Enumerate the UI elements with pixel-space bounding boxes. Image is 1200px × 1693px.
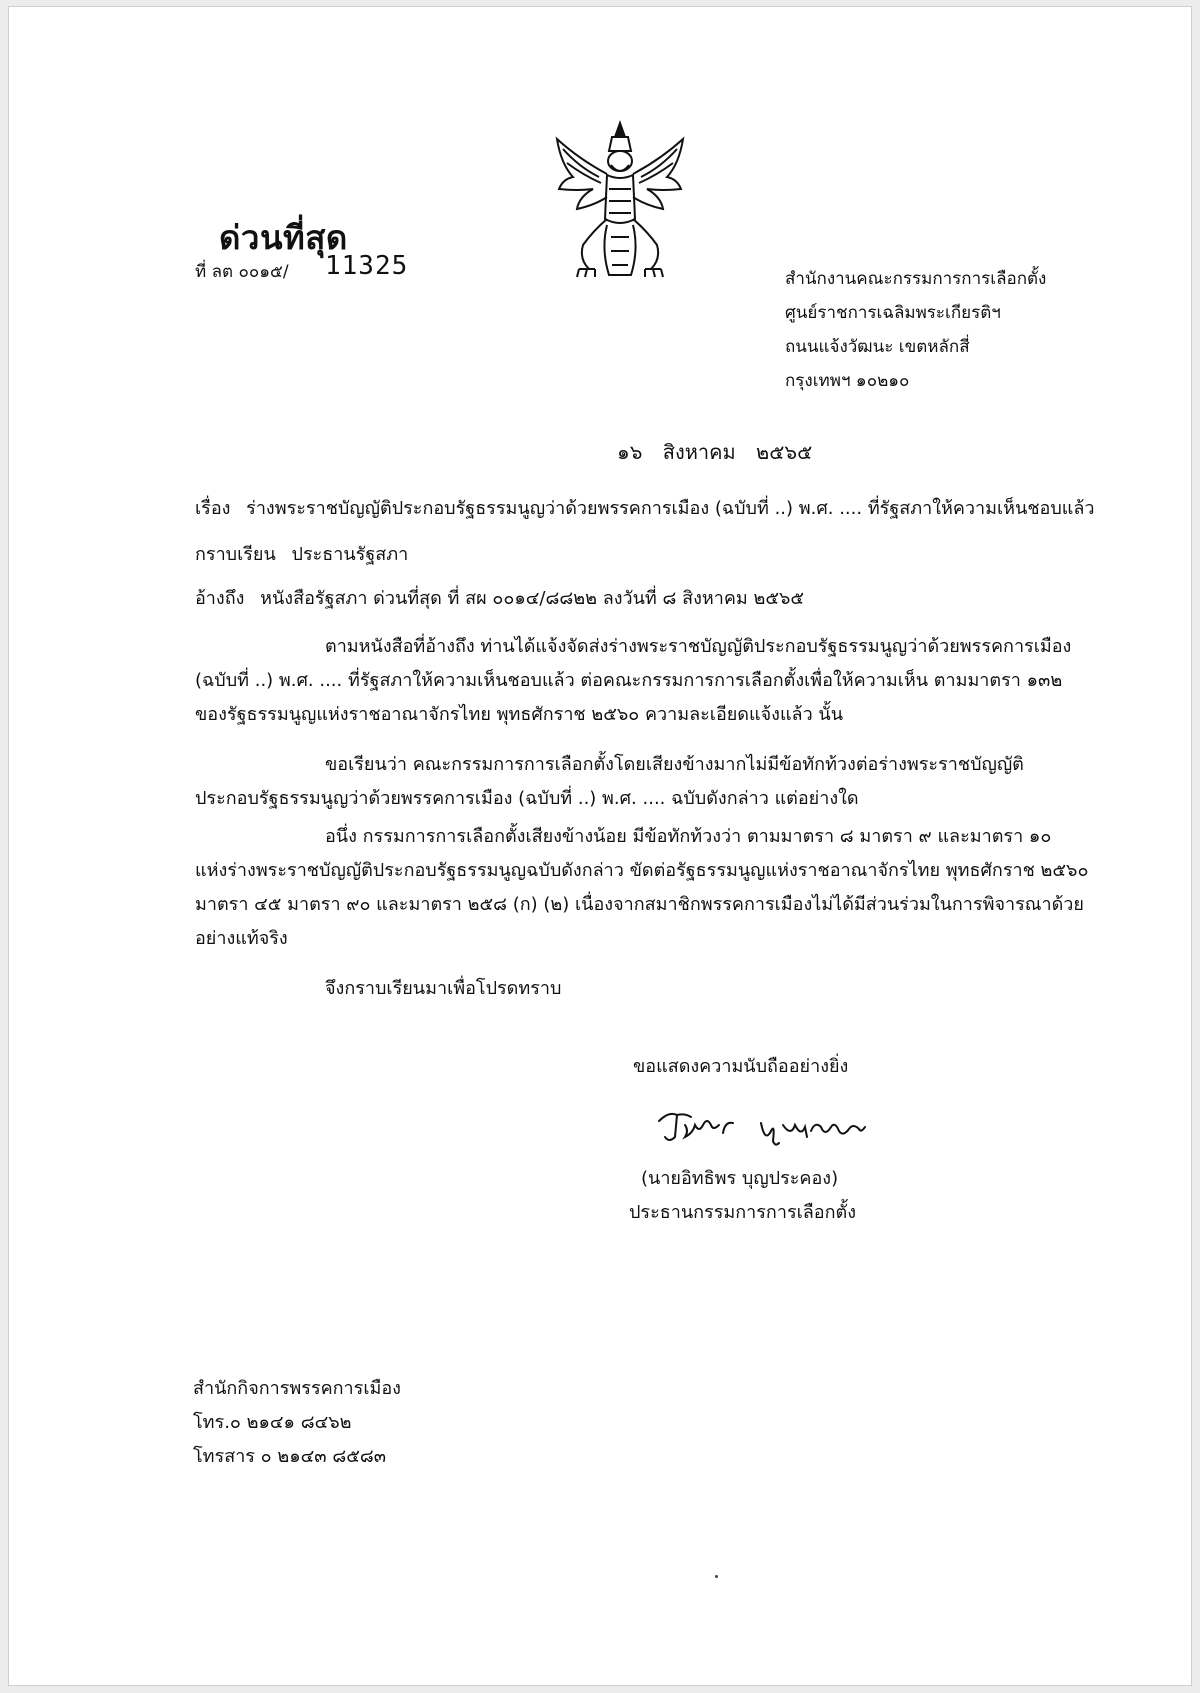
footer-fax: โทรสาร ๐ ๒๑๔๓ ๘๕๘๓: [193, 1446, 387, 1467]
reference-number: 11325: [325, 251, 409, 281]
recipient-line: [195, 539, 408, 568]
body-paragraph-2-line-2: ประกอบรัฐธรรมนูญว่าด้วยพรรคการเมือง (ฉบับที่ ..) พ.ศ. .... ฉบับดังกล่าว แต่อย่างใด: [195, 788, 859, 809]
signature-image-icon: [655, 1103, 871, 1151]
body-paragraph-3-line-2: แห่งร่างพระราชบัญญัติประกอบรัฐธรรมนูญฉบับดังกล่าว ขัดต่อรัฐธรรมนูญแห่งราชอาณาจักรไทย พุทธศักราช ๒๕๖๐: [195, 860, 1089, 881]
subject-text: ร่างพระราชบัญญัติประกอบรัฐธรรมนูญว่าด้วยพรรคการเมือง (ฉบับที่ ..) พ.ศ. .... ที่รัฐสภาให้ความเห็นชอบแล้ว: [246, 498, 1095, 519]
letter-page: [8, 6, 1192, 1686]
letter-date: ๑๖ สิงหาคม ๒๕๖๕: [617, 440, 813, 464]
body-paragraph-1-line-1: ตามหนังสือที่อ้างถึง ท่านได้แจ้งจัดส่งร่างพระราชบัญญัติประกอบรัฐธรรมนูญว่าด้วยพรรคการเมือง: [325, 636, 1072, 657]
signatory-name: (นายอิทธิพร บุญประคอง): [641, 1168, 839, 1189]
footer-office: สำนักกิจการพรรคการเมือง: [193, 1378, 401, 1399]
body-paragraph-3-line-3: มาตรา ๔๕ มาตรา ๙๐ และมาตรา ๒๕๘ (ก) (๒) เนื่องจากสมาชิกพรรคการเมืองไม่ได้มีส่วนร่วมในการพิจารณาด้วย: [195, 894, 1084, 915]
closing-text: ขอแสดงความนับถืออย่างยิ่ง: [633, 1056, 849, 1077]
signatory-title: ประธานกรรมการการเลือกตั้ง: [629, 1202, 856, 1223]
sender-address-line-1: สำนักงานคณะกรรมการการเลือกตั้ง: [785, 269, 1047, 289]
subject-label: เรื่อง: [195, 498, 231, 519]
garuda-emblem-icon: [549, 119, 691, 284]
reference-label: ที่ ลต ๐๐๑๕/: [195, 262, 289, 282]
recipient-label: กราบเรียน: [195, 544, 276, 565]
body-paragraph-3-line-1: อนึ่ง กรรมการการเลือกตั้งเสียงข้างน้อย มีข้อทักท้วงว่า ตามมาตรา ๘ มาตรา ๙ และมาตรา ๑๐: [325, 826, 1052, 847]
subject-line: [195, 493, 1095, 522]
body-paragraph-2-line-1: ขอเรียนว่า คณะกรรมการการเลือกตั้งโดยเสียงข้างมากไม่มีข้อทักท้วงต่อร่างพระราชบัญญัติ: [325, 754, 1024, 775]
footer-phone: โทร.๐ ๒๑๔๑ ๘๔๖๒: [193, 1412, 352, 1433]
body-paragraph-3-line-4: อย่างแท้จริง: [195, 928, 288, 949]
reference-doc-line: [195, 583, 804, 612]
reference-doc-text: หนังสือรัฐสภา ด่วนที่สุด ที่ สผ ๐๐๑๔/๘๘๒๒ ลงวันที่ ๘ สิงหาคม ๒๕๖๕: [260, 588, 805, 609]
scan-speck: [715, 1575, 718, 1578]
urgency-stamp: ด่วนที่สุด: [219, 218, 348, 257]
body-paragraph-4-line-1: จึงกราบเรียนมาเพื่อโปรดทราบ: [325, 978, 562, 999]
body-paragraph-1-line-3: ของรัฐธรรมนูญแห่งราชอาณาจักรไทย พุทธศักราช ๒๕๖๐ ความละเอียดแจ้งแล้ว นั้น: [195, 704, 844, 725]
sender-address-line-4: กรุงเทพฯ ๑๐๒๑๐: [785, 371, 910, 391]
recipient-text: ประธานรัฐสภา: [291, 544, 409, 565]
body-paragraph-1-line-2: (ฉบับที่ ..) พ.ศ. .... ที่รัฐสภาให้ความเห็นชอบแล้ว ต่อคณะกรรมการการเลือกตั้งเพื่อให้ความเห็น ตามมาตรา ๑๓๒: [195, 670, 1063, 691]
sender-address-line-2: ศูนย์ราชการเฉลิมพระเกียรติฯ: [785, 303, 1001, 323]
reference-doc-label: อ้างถึง: [195, 588, 245, 609]
sender-address-line-3: ถนนแจ้งวัฒนะ เขตหลักสี่: [785, 337, 970, 357]
